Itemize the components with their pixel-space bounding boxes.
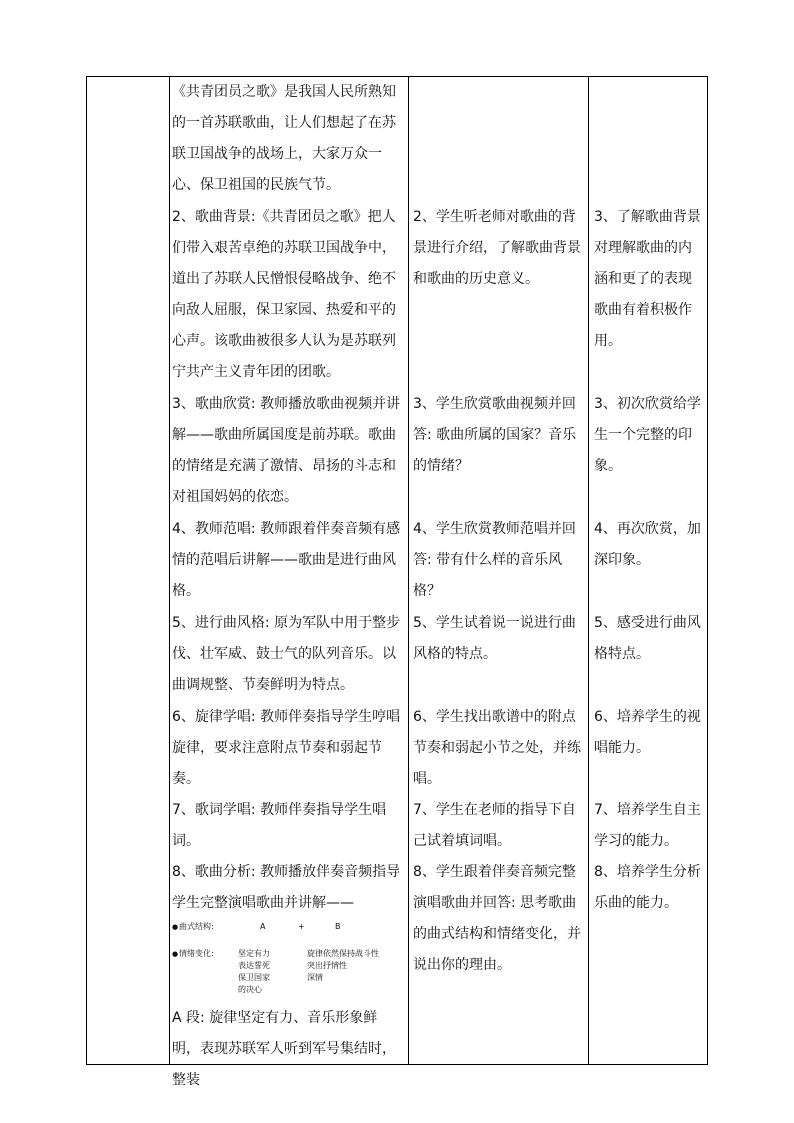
form-plus: + [298, 922, 305, 931]
intent-step-8: 8、培养学生分析乐曲的能力。 [594, 864, 701, 911]
student-step-2: 2、学生听老师对歌曲的背景进行介绍，了解歌曲背景和歌曲的历史意义。 [413, 209, 581, 287]
step-8-song-analysis: 8、歌曲分析: 教师播放伴奏音频指导学生完整演唱歌曲并讲解—— [172, 864, 401, 911]
intent-step-6: 6、培养学生的视唱能力。 [594, 709, 701, 756]
column-divider-3 [588, 77, 589, 1064]
step-6-melody-learning: 6、旋律学唱: 教师伴奏指导学生哼唱旋律，要求注意附点节奏和弱起节奏。 [172, 709, 401, 787]
step-7-lyrics-learning: 7、歌词学唱: 教师伴奏指导学生唱词。 [172, 802, 387, 849]
column-divider-1 [169, 77, 170, 1064]
emotion-a-line: 保卫国家 [238, 973, 270, 982]
form-section-b: B [335, 922, 341, 931]
intent-step-7: 7、培养学生自主学习的能力。 [594, 802, 701, 849]
emotion-change-label: 情绪变化: [179, 949, 214, 958]
emotion-a-line: 坚定有力 [238, 949, 270, 958]
student-step-3: 3、学生欣赏歌曲视频并回答: 歌曲所属的国家？音乐的情绪？ [413, 396, 577, 474]
lesson-plan-table [86, 76, 708, 1088]
bullet-icon: ● [172, 923, 179, 931]
song-structure-figure [172, 921, 404, 1001]
column-divider-2 [408, 77, 409, 1064]
step-5-march-style: 5、进行曲风格: 原为军队中用于整步伐、壮军威、鼓士气的队列音乐。以曲调规整、节奏鲜明为特点。 [172, 615, 401, 693]
song-intro-text: 《共青团员之歌》是我国人民所熟知的一首苏联歌曲，让人们想起了在苏联卫国战争的战场上，大家万众一心、保卫祖国的民族气节。 [172, 84, 396, 193]
a-section-description: A 段: 旋律坚定有力、音乐形象鲜明，表现苏联军人听到军号集结时，整装 [172, 1010, 396, 1088]
student-step-8: 8、学生跟着伴奏音频完整演唱歌曲并回答: 思考歌曲的曲式结构和情绪变化，并说出你的理由。 [413, 864, 581, 973]
emotion-b-line: 旋律依然保持战斗性 [307, 949, 379, 958]
emotion-b-line: 深情 [307, 973, 323, 982]
student-step-4: 4、学生欣赏教师范唱并回答: 带有什么样的音乐风格？ [413, 521, 576, 599]
emotion-a-line: 的决心 [238, 985, 262, 994]
student-step-6: 6、学生找出歌谱中的附点节奏和弱起小节之处，并练唱。 [413, 709, 581, 787]
student-step-7: 7、学生在老师的指导下自己试着填词唱。 [413, 802, 576, 849]
intent-step-5: 5、感受进行曲风格特点。 [594, 615, 701, 662]
student-step-5: 5、学生试着说一说进行曲风格的特点。 [413, 615, 576, 662]
bullet-icon: ● [172, 950, 179, 958]
intent-step-4: 4、再次欣赏，加深印象。 [594, 521, 701, 568]
emotion-a-line: 表达誓死 [238, 961, 270, 970]
step-4-demo-singing: 4、教师范唱: 教师跟着伴奏音频有感情的范唱后讲解——歌曲是进行曲风格。 [172, 521, 401, 599]
step-3-appreciation: 3、歌曲欣赏: 教师播放歌曲视频并讲解——歌曲所属国度是前苏联。歌曲的情绪是充满了激情、昂扬的斗志和对祖国妈妈的依恋。 [172, 396, 401, 505]
intent-step-2: 3、了解歌曲背景对理解歌曲的内涵和更了的表现歌曲有着积极作用。 [594, 209, 701, 349]
form-structure-label: 曲式结构: [179, 922, 214, 931]
emotion-b-line: 突出抒情性 [307, 961, 347, 970]
form-section-a: A [260, 922, 266, 931]
step-2-background: 2、歌曲背景:《共青团员之歌》把人们带入艰苦卓绝的苏联卫国战争中，道出了苏联人民憎恨侵略战争、绝不向敌人屈服，保卫家园、热爱和平的心声。该歌曲被很多人认为是苏联列宁共产主义青年团的团歌。 [172, 209, 396, 380]
intent-step-3: 3、初次欣赏给学生一个完整的印象。 [594, 396, 701, 474]
